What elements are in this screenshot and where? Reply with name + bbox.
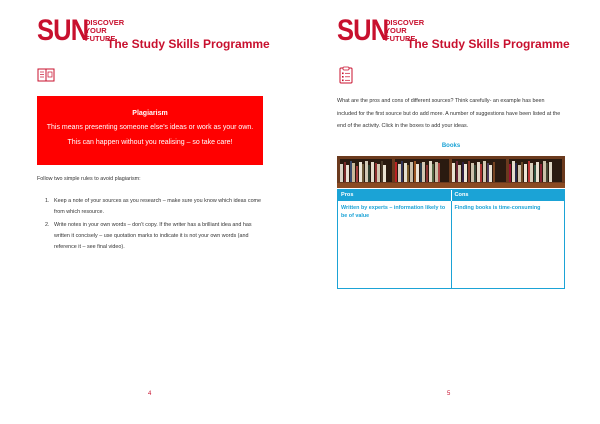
programme-title: The Study Skills Programme	[407, 37, 570, 51]
table-row	[338, 201, 564, 288]
plagiarism-title: Plagiarism	[132, 110, 168, 117]
logo-word: SUN	[337, 14, 389, 47]
rules-intro: Follow two simple rules to avoid plagiarism:	[37, 176, 141, 182]
plagiarism-warning: This can happen without you realising – so take care!	[67, 139, 233, 146]
pros-input-box[interactable]: Written by experts – information likely to be of value	[338, 201, 452, 288]
pros-header: Pros	[338, 190, 452, 201]
page-number: 4	[148, 391, 152, 397]
cons-input-box[interactable]: Finding books is time-consuming	[454, 205, 541, 211]
plagiarism-definition: This means presenting someone else’s ideas or work as your own.	[46, 124, 254, 131]
clipboard-list-icon	[337, 66, 355, 84]
cons-header: Cons	[454, 192, 469, 198]
table-header	[338, 190, 564, 201]
list-item: 1. Keep a note of your sources as you research – make sure you know which ideas come from which resource.	[45, 198, 262, 215]
books-heading: Books	[441, 143, 461, 149]
plagiarism-box	[37, 96, 263, 165]
logo-tagline: DISCOVER YOUR FUTURE	[385, 18, 425, 43]
logo-tagline: DISCOVER YOUR FUTURE	[85, 18, 125, 43]
rules-list	[45, 196, 265, 255]
book-icon	[37, 66, 55, 84]
page-number: 5	[447, 391, 451, 397]
programme-title: The Study Skills Programme	[107, 37, 270, 51]
bookshelf-image	[337, 156, 565, 188]
activity-instructions: What are the pros and cons of different sources? Think carefully- an example has been included for the first source but do add more. A number of suggestions have been listed at the end of the activity. Click in the boxes to add your ideas.	[337, 98, 561, 129]
logo-word: SUN	[37, 14, 89, 47]
page-right	[300, 0, 600, 424]
list-item: 2. Write notes in your own words – don’t copy. If the writer has a brilliant idea and has written it concisely – use quotation marks to indicate it is not your own words (and reference it – see final video).	[45, 222, 252, 250]
pros-cons-table	[337, 189, 565, 289]
